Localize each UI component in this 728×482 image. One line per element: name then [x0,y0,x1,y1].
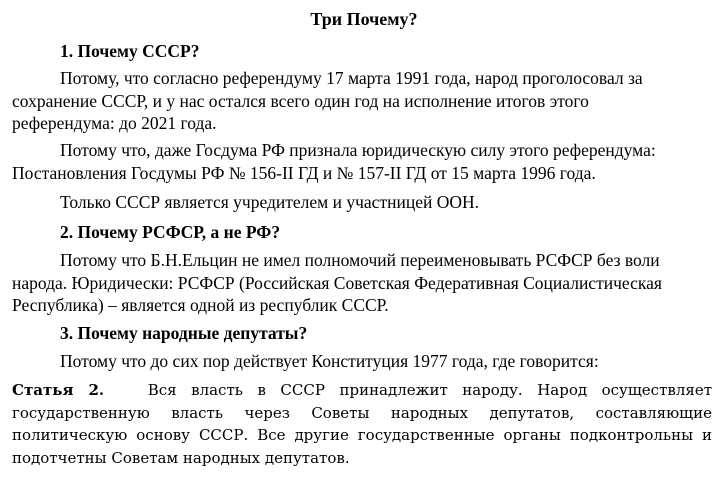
article-line: государственную власть через Советы народных депутатов, составляющие [12,403,712,422]
section-1-paragraph-3 [12,191,712,214]
text-line: Только СССР является учредителем и участницей ООН. [60,192,479,212]
section-3-heading: 3. Почему народные депутаты? [60,323,308,343]
section-1-paragraph-1 [12,67,712,135]
constitution-article [12,379,712,469]
text-line: референдума: до 2021 года. [12,113,217,133]
text-line: Постановления Госдумы РФ № 156-II ГД и № 157-II ГД от 15 марта 1996 года. [12,162,596,183]
section-1-paragraph-2 [12,139,712,184]
article-line [12,379,712,402]
text-line: Потому что Б.Н.Ельцин не имел полномочий переименовывать РСФСР без воли [60,250,660,270]
section-3-paragraph-1 [12,350,712,373]
article-line-text: Вся власть в СССР принадлежит народу. Народ осуществляет [147,381,712,399]
article-line: политическую основу СССР. Все другие государственные органы подконтрольны и [12,426,712,444]
text-line: сохранение СССР, и у нас остался всего один год на исполнение итогов этого [12,90,589,111]
text-line: Потому что, даже Госдума РФ признала юридическую силу этого референдума: [60,140,656,160]
section-2-paragraph-1 [12,249,712,317]
text-line: Потому, что согласно референдуму 17 марта 1991 года, народ проголосовал за [60,68,643,88]
section-2-heading: 2. Почему РСФСР, а не РФ? [60,222,281,242]
text-line: Потому что до сих пор действует Конституция 1977 года, где говорится: [60,351,599,371]
article-line: подотчетны Советам народных депутатов. [12,448,350,467]
article-label: Статья 2. [12,381,105,399]
section-1-heading: 1. Почему СССР? [60,41,200,61]
text-line: Республика) – является одной из республик СССР. [12,295,389,315]
document-title: Три Почему? [310,9,418,29]
text-line: народа. Юридически: РСФСР (Российская Советская Федеративная Социалистическая [12,272,662,293]
